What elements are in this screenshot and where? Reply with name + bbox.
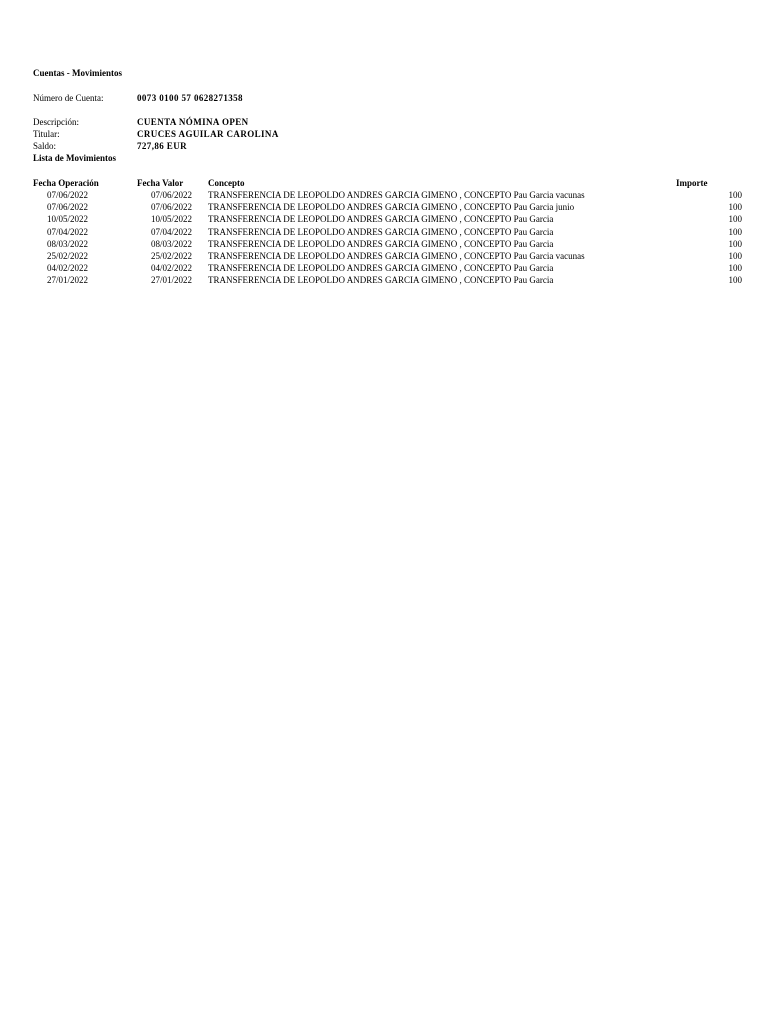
table-row <box>0 226 768 238</box>
value-date-cell: 25/02/2022 <box>150 250 192 261</box>
table-row <box>0 262 768 274</box>
account-number-value: 0073 0100 57 0628271358 <box>137 93 243 103</box>
account-number-label: Número de Cuenta: <box>33 93 104 103</box>
amount-cell: 100 <box>728 263 742 274</box>
value-date-cell: 07/06/2022 <box>150 202 192 213</box>
description-label: Descripción: <box>33 117 79 127</box>
table-row <box>0 189 768 201</box>
table-row <box>0 213 768 225</box>
value-date-cell: 07/04/2022 <box>150 226 192 237</box>
table-row <box>0 274 768 286</box>
holder-label: Titular: <box>33 129 60 139</box>
value-date-cell: 27/01/2022 <box>150 275 192 286</box>
movements-list-title: Lista de Movimientos <box>33 153 116 163</box>
amount-cell: 100 <box>728 214 742 225</box>
concept-cell: TRANSFERENCIA DE LEOPOLDO ANDRES GARCIA GIMENO , CONCEPTO Pau Garcia vacunas <box>208 250 585 261</box>
table-row <box>0 250 768 262</box>
movements-table <box>0 189 768 287</box>
amount-cell: 100 <box>728 238 742 249</box>
concept-cell: TRANSFERENCIA DE LEOPOLDO ANDRES GARCIA GIMENO , CONCEPTO Pau Garcia <box>208 238 554 249</box>
concept-cell: TRANSFERENCIA DE LEOPOLDO ANDRES GARCIA GIMENO , CONCEPTO Pau Garcia <box>208 275 554 286</box>
table-row <box>0 201 768 213</box>
op-date-cell: 07/06/2022 <box>46 202 88 213</box>
concept-cell: TRANSFERENCIA DE LEOPOLDO ANDRES GARCIA GIMENO , CONCEPTO Pau Garcia junio <box>208 202 575 213</box>
op-date-cell: 04/02/2022 <box>46 263 88 274</box>
description-value: CUENTA NÓMINA OPEN <box>137 117 249 127</box>
value-date-cell: 07/06/2022 <box>150 190 192 200</box>
op-date-cell: 08/03/2022 <box>46 238 88 249</box>
value-date-cell: 04/02/2022 <box>150 263 192 274</box>
concept-cell: TRANSFERENCIA DE LEOPOLDO ANDRES GARCIA GIMENO , CONCEPTO Pau Garcia <box>208 214 554 225</box>
op-date-cell: 07/06/2022 <box>46 190 88 200</box>
column-header-concept: Concepto <box>208 178 245 188</box>
holder-value: CRUCES AGUILAR CAROLINA <box>137 129 279 139</box>
column-header-value-date: Fecha Valor <box>137 178 184 188</box>
amount-cell: 100 <box>728 250 742 261</box>
column-header-op-date: Fecha Operación <box>33 178 99 188</box>
amount-cell: 100 <box>728 190 742 200</box>
value-date-cell: 08/03/2022 <box>150 238 192 249</box>
amount-cell: 100 <box>728 226 742 237</box>
concept-cell: TRANSFERENCIA DE LEOPOLDO ANDRES GARCIA GIMENO , CONCEPTO Pau Garcia vacunas <box>208 190 585 200</box>
balance-value: 727,86 EUR <box>137 141 188 151</box>
value-date-cell: 10/05/2022 <box>150 214 192 225</box>
column-header-amount: Importe <box>676 178 708 188</box>
amount-cell: 100 <box>728 202 742 213</box>
op-date-cell: 25/02/2022 <box>46 250 88 261</box>
concept-cell: TRANSFERENCIA DE LEOPOLDO ANDRES GARCIA GIMENO , CONCEPTO Pau Garcia <box>208 226 554 237</box>
table-row <box>0 238 768 250</box>
balance-label: Saldo: <box>33 141 57 151</box>
page-title: Cuentas - Movimientos <box>33 68 122 78</box>
op-date-cell: 10/05/2022 <box>46 214 88 225</box>
op-date-cell: 27/01/2022 <box>46 275 88 286</box>
op-date-cell: 07/04/2022 <box>46 226 88 237</box>
amount-cell: 100 <box>728 275 742 286</box>
concept-cell: TRANSFERENCIA DE LEOPOLDO ANDRES GARCIA GIMENO , CONCEPTO Pau Garcia <box>208 263 554 274</box>
